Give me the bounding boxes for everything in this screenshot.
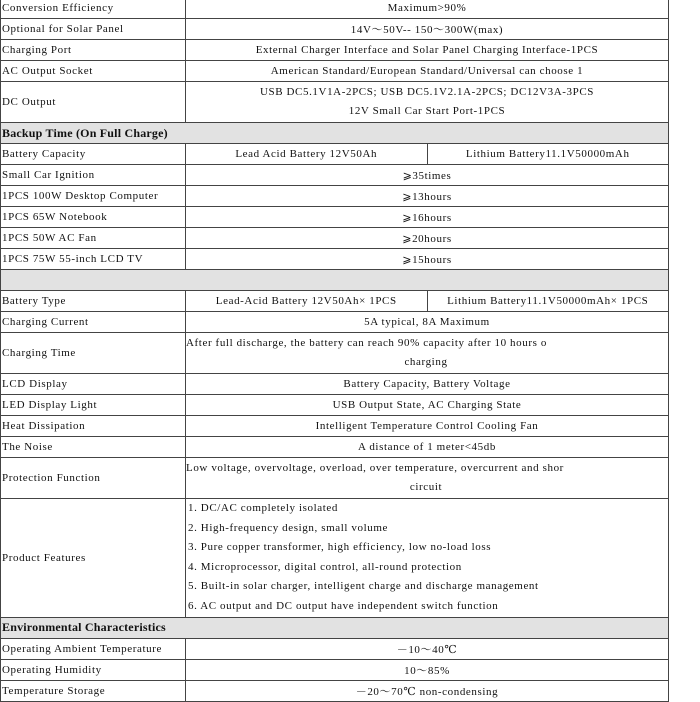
spec-row-battery-capacity [1,144,669,165]
row-label: 1PCS 65W Notebook [1,207,186,228]
spec-row-features [1,499,669,618]
section-header-backup [1,123,669,144]
row-value: ⩾15hours [186,249,669,270]
feature-item: 2. High-frequency design, small volume [188,521,388,534]
row-label: 1PCS 75W 55-inch LCD TV [1,249,186,270]
row-label: Optional for Solar Panel [1,19,186,40]
dc-output-line-1: USB DC5.1V1A-2PCS; USB DC5.1V2.1A-2PCS; DC12V3A-3PCS [259,86,595,98]
feature-item: 1. DC/AC completely isolated [188,502,339,514]
row-value: －20～70℃ non-condensing [186,680,669,701]
row-label: Charging Time [1,333,186,374]
spec-row [1,207,669,228]
feature-item: 3. Pure copper transformer, high efficiency, low no-load loss [188,541,492,554]
row-value: 14V～50V-- 150～300W(max) [186,19,669,40]
row-label: Charging Current [1,312,186,333]
feature-item: 6. AC output and DC output have independent switch function [188,599,499,612]
row-value [186,458,669,499]
spec-row [1,312,669,333]
row-label: 1PCS 100W Desktop Computer [1,186,186,207]
spec-row [1,228,669,249]
row-label: DC Output [1,82,186,123]
spec-row [1,40,669,61]
row-label: LCD Display [1,374,186,395]
row-value [186,333,669,374]
row-value: ⩾16hours [186,207,669,228]
row-value: ⩾13hours [186,186,669,207]
spec-row [1,186,669,207]
spec-row-charging-time [1,333,669,374]
row-value: American Standard/European Standard/Universal can choose 1 [186,61,669,82]
row-value: A distance of 1 meter<45db [186,437,669,458]
spec-row [1,374,669,395]
row-value: USB Output State, AC Charging State [186,395,669,416]
spec-row [1,638,669,659]
row-label: Temperature Storage [1,680,186,701]
lithium-capacity: Lithium Battery11.1V50000mAh [427,144,669,165]
spec-row [1,19,669,40]
row-value: Intelligent Temperature Control Cooling Fan [186,416,669,437]
charging-time-line-1: After full discharge, the battery can reach 90% capacity after 10 hours o [186,337,547,349]
row-label: Heat Dissipation [1,416,186,437]
section-title: Backup Time (On Full Charge) [1,123,669,144]
features-list [186,499,669,618]
row-label: The Noise [1,437,186,458]
spec-row [1,0,669,19]
row-label: Operating Ambient Temperature [1,638,186,659]
feature-item: 4. Microprocessor, digital control, all-round protection [188,560,462,573]
lead-acid-type: Lead-Acid Battery 12V50Ah× 1PCS [186,291,428,312]
section-spacer [1,270,669,291]
dc-output-line-2: 12V Small Car Start Port-1PCS [348,105,506,117]
protection-line-2: circuit [409,481,443,493]
row-label: Charging Port [1,40,186,61]
row-label: Small Car Ignition [1,165,186,186]
spacer-cell [1,270,669,291]
row-value: －10～40℃ [186,638,669,659]
row-label: LED Display Light [1,395,186,416]
row-label: Battery Capacity [1,144,186,165]
row-value [186,82,669,123]
protection-line-1: Low voltage, overvoltage, overload, over temperature, overcurrent and shor [186,462,564,474]
spec-row-protection [1,458,669,499]
row-label: AC Output Socket [1,61,186,82]
row-label: Product Features [1,499,186,618]
spec-row [1,437,669,458]
section-header-environment [1,617,669,638]
row-value: ⩾35times [186,165,669,186]
feature-item: 5. Built-in solar charger, intelligent charge and discharge management [188,580,539,593]
spec-row [1,249,669,270]
row-label: 1PCS 50W AC Fan [1,228,186,249]
charging-time-line-2: charging [404,356,448,368]
spec-row [1,61,669,82]
lead-acid-capacity: Lead Acid Battery 12V50Ah [186,144,428,165]
section-title: Environmental Characteristics [1,617,669,638]
row-value: Battery Capacity, Battery Voltage [186,374,669,395]
row-label: Battery Type [1,291,186,312]
spec-row [1,680,669,701]
row-label: Protection Function [1,458,186,499]
row-value: Maximum>90% [186,0,669,19]
spec-row [1,416,669,437]
row-value: 10～85% [186,659,669,680]
spec-row-dc-output [1,82,669,123]
lithium-type: Lithium Battery11.1V50000mAh× 1PCS [427,291,669,312]
spec-row [1,165,669,186]
row-value: External Charger Interface and Solar Panel Charging Interface-1PCS [186,40,669,61]
spec-row-battery-type [1,291,669,312]
row-value: ⩾20hours [186,228,669,249]
row-value: 5A typical, 8A Maximum [186,312,669,333]
row-label: Operating Humidity [1,659,186,680]
row-label: Conversion Efficiency [1,0,186,19]
spec-row [1,395,669,416]
spec-row [1,659,669,680]
